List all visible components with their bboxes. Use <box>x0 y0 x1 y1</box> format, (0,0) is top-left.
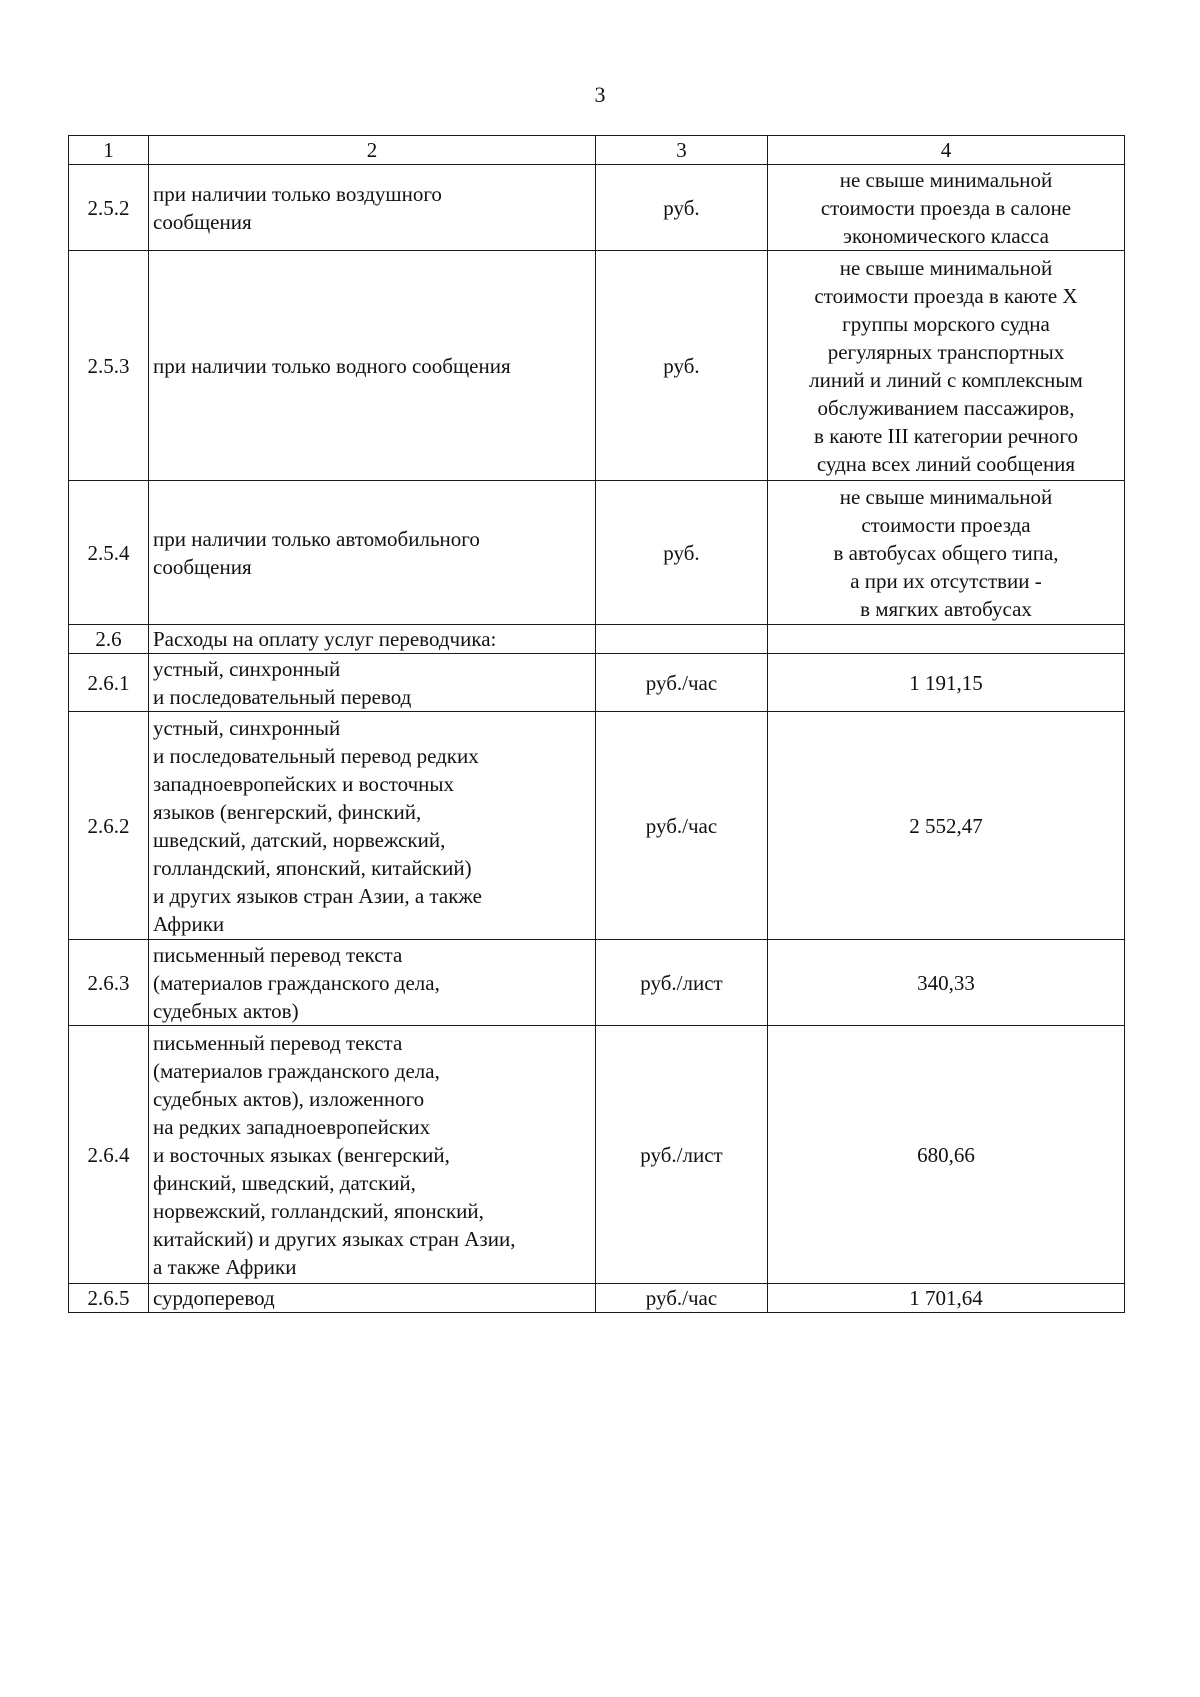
row-value: 1 701,64 <box>768 1284 1125 1313</box>
header-row <box>69 136 1125 165</box>
row-value: 680,66 <box>768 1026 1125 1284</box>
row-unit: руб./час <box>596 1284 768 1313</box>
row-value: 1 191,15 <box>768 654 1125 712</box>
column-header-3: 3 <box>596 136 768 165</box>
row-number: 2.5.3 <box>69 251 149 481</box>
row-value: не свыше минимальной стоимости проезда в салоне экономического класса <box>768 165 1125 251</box>
row-description: устный, синхронный и последовательный перевод <box>149 654 596 712</box>
table-row <box>69 165 1125 251</box>
table-row <box>69 1284 1125 1313</box>
row-description: сурдоперевод <box>149 1284 596 1313</box>
page-number: 3 <box>594 82 606 107</box>
row-number: 2.6.2 <box>69 712 149 940</box>
row-value: 2 552,47 <box>768 712 1125 940</box>
row-unit: руб./час <box>596 654 768 712</box>
table-body <box>69 165 1125 1313</box>
row-description: при наличии только водного сообщения <box>149 251 596 481</box>
column-header-2: 2 <box>149 136 596 165</box>
column-header-1: 1 <box>69 136 149 165</box>
row-unit: руб. <box>596 165 768 251</box>
row-unit: руб./час <box>596 712 768 940</box>
row-value <box>768 625 1125 654</box>
row-unit: руб. <box>596 251 768 481</box>
row-description: устный, синхронный и последовательный перевод редких западноевропейских и восточных языков (венгерский, финский, шведский, датский, норвежский, голландский, японский, китайский) и других языков стран Азии, а также Африки <box>149 712 596 940</box>
row-description: письменный перевод текста (материалов гражданского дела, судебных актов) <box>149 940 596 1026</box>
table-row <box>69 654 1125 712</box>
row-description: при наличии только автомобильного сообщения <box>149 481 596 625</box>
table-header <box>69 136 1125 165</box>
row-number: 2.6.1 <box>69 654 149 712</box>
table-row <box>69 712 1125 940</box>
row-number: 2.6 <box>69 625 149 654</box>
row-unit: руб. <box>596 481 768 625</box>
table-row <box>69 625 1125 654</box>
column-header-4: 4 <box>768 136 1125 165</box>
rates-table <box>68 135 1125 1313</box>
row-value: 340,33 <box>768 940 1125 1026</box>
row-unit: руб./лист <box>596 940 768 1026</box>
row-description: Расходы на оплату услуг переводчика: <box>149 625 596 654</box>
table-row <box>69 251 1125 481</box>
table-row <box>69 1026 1125 1284</box>
row-number: 2.6.3 <box>69 940 149 1026</box>
row-unit <box>596 625 768 654</box>
row-value: не свыше минимальной стоимости проезда в автобусах общего типа, а при их отсутствии - в мягких автобусах <box>768 481 1125 625</box>
table-row <box>69 481 1125 625</box>
row-description: при наличии только воздушного сообщения <box>149 165 596 251</box>
row-unit: руб./лист <box>596 1026 768 1284</box>
row-number: 2.5.4 <box>69 481 149 625</box>
row-description: письменный перевод текста (материалов гражданского дела, судебных актов), изложенного на редких западноевропейских и восточных языках (венгерский, финский, шведский, датский, норвежский, голландский, японский, китайский) и других языках стран Азии, а также Африки <box>149 1026 596 1284</box>
row-number: 2.6.5 <box>69 1284 149 1313</box>
table-row <box>69 940 1125 1026</box>
row-number: 2.5.2 <box>69 165 149 251</box>
row-value: не свыше минимальной стоимости проезда в каюте X группы морского судна регулярных транспортных линий и линий с комплексным обслуживанием пассажиров, в каюте III категории речного судна всех линий сообщения <box>768 251 1125 481</box>
row-number: 2.6.4 <box>69 1026 149 1284</box>
